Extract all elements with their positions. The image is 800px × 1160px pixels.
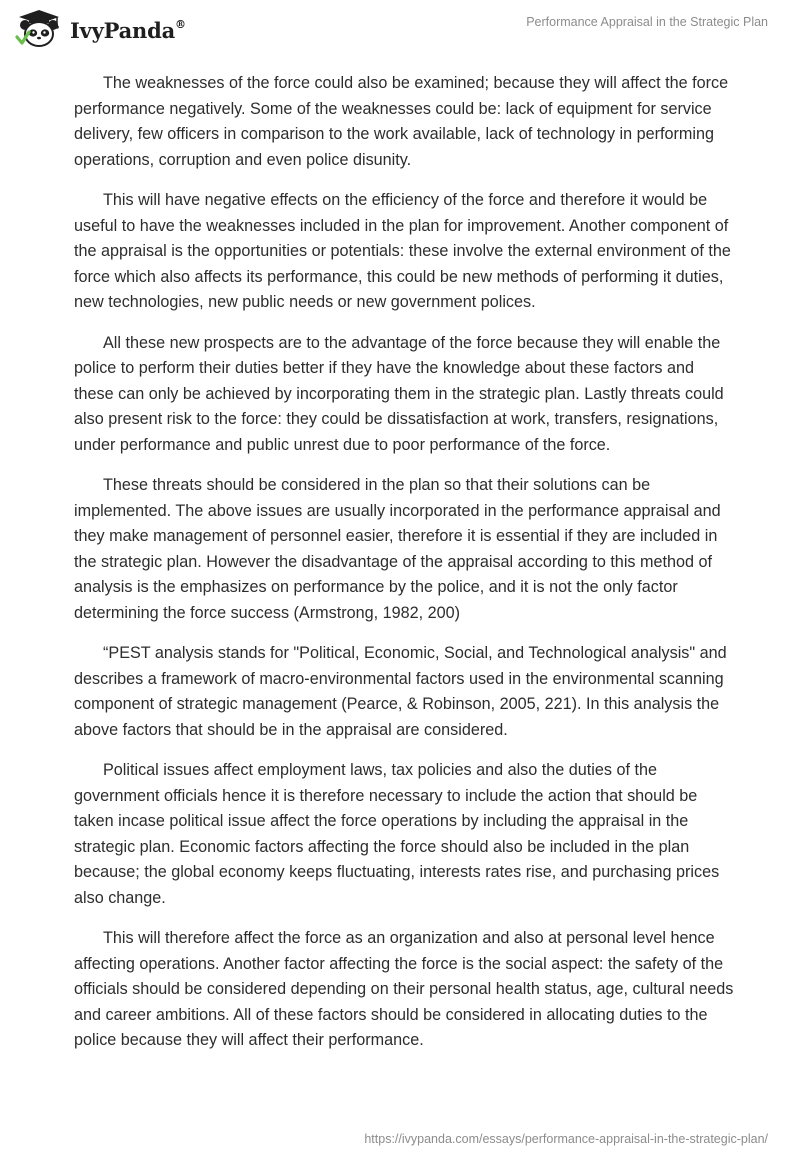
source-url[interactable]: https://ivypanda.com/essays/performance-appraisal-in-the-strategic-plan/ xyxy=(364,1132,768,1146)
brand-name: IvyPanda® xyxy=(70,17,186,43)
paragraph: The weaknesses of the force could also be examined; because they will affect the force performance negatively. Some of the weaknesses could be: lack of equipment for service delivery, few officers in comparison to the work available, lack of technology in performing operations, corruption and even police disunity. xyxy=(74,74,729,169)
brand-logo[interactable] xyxy=(14,8,186,50)
paragraph: Political issues affect employment laws, tax policies and also the duties of the government officials hence it is therefore necessary to include the action that should be taken incase political issue affect the force operations by including the appraisal in the strategic plan. Economic factors affecting the force should also be included in the plan because; the global economy keeps fluctuating, interests rates rise, and purchasing prices also change. xyxy=(74,761,720,907)
paragraph: This will have negative effects on the efficiency of the force and therefore it would be useful to have the weaknesses included in the plan for improvement. Another component of the appraisal is the opportunities or potentials: these involve the external environment of the force which also affects its performance, this could be new methods of performing it duties, new technologies, new public needs or new government polices. xyxy=(74,191,731,311)
paragraph: “PEST analysis stands for "Political, Economic, Social, and Technological analysis" and describes a framework of macro-environmental factors used in the environmental scanning component of strategic management (Pearce, & Robinson, 2005, 221). In this analysis the above factors that should be in the appraisal are considered. xyxy=(74,644,727,739)
registered-mark: ® xyxy=(175,17,186,31)
paragraph: These threats should be considered in the plan so that their solutions can be implemented. The above issues are usually incorporated in the performance appraisal and they make management of personnel easier, therefore it is essential if they are included in the strategic plan. However the disadvantage of the appraisal according to this method of analysis is the emphasizes on performance by the police, and it is not the only factor determining the force success (Armstrong, 1982, 200) xyxy=(74,476,721,622)
panda-graduation-cap-icon xyxy=(14,8,64,50)
document-title: Performance Appraisal in the Strategic Plan xyxy=(526,15,768,29)
paragraph: This will therefore affect the force as an organization and also at personal level hence affecting operations. Another factor affecting the force is the social aspect: the safety of the officials should be considered depending on their personal health status, age, cultural needs and career ambitions. All of these factors should be considered in allocating duties to the police because they will affect their performance. xyxy=(74,929,734,1049)
page-header xyxy=(0,0,800,60)
essay-body xyxy=(74,71,734,1069)
paragraph: All these new prospects are to the advantage of the force because they will enable the police to perform their duties better if they have the knowledge about these factors and these can only be achieved by incorporating them in the strategic plan. Lastly threats could also present risk to the force: they could be dissatisfaction at work, transfers, resignations, under performance and public unrest due to poor performance of the force. xyxy=(74,333,724,454)
